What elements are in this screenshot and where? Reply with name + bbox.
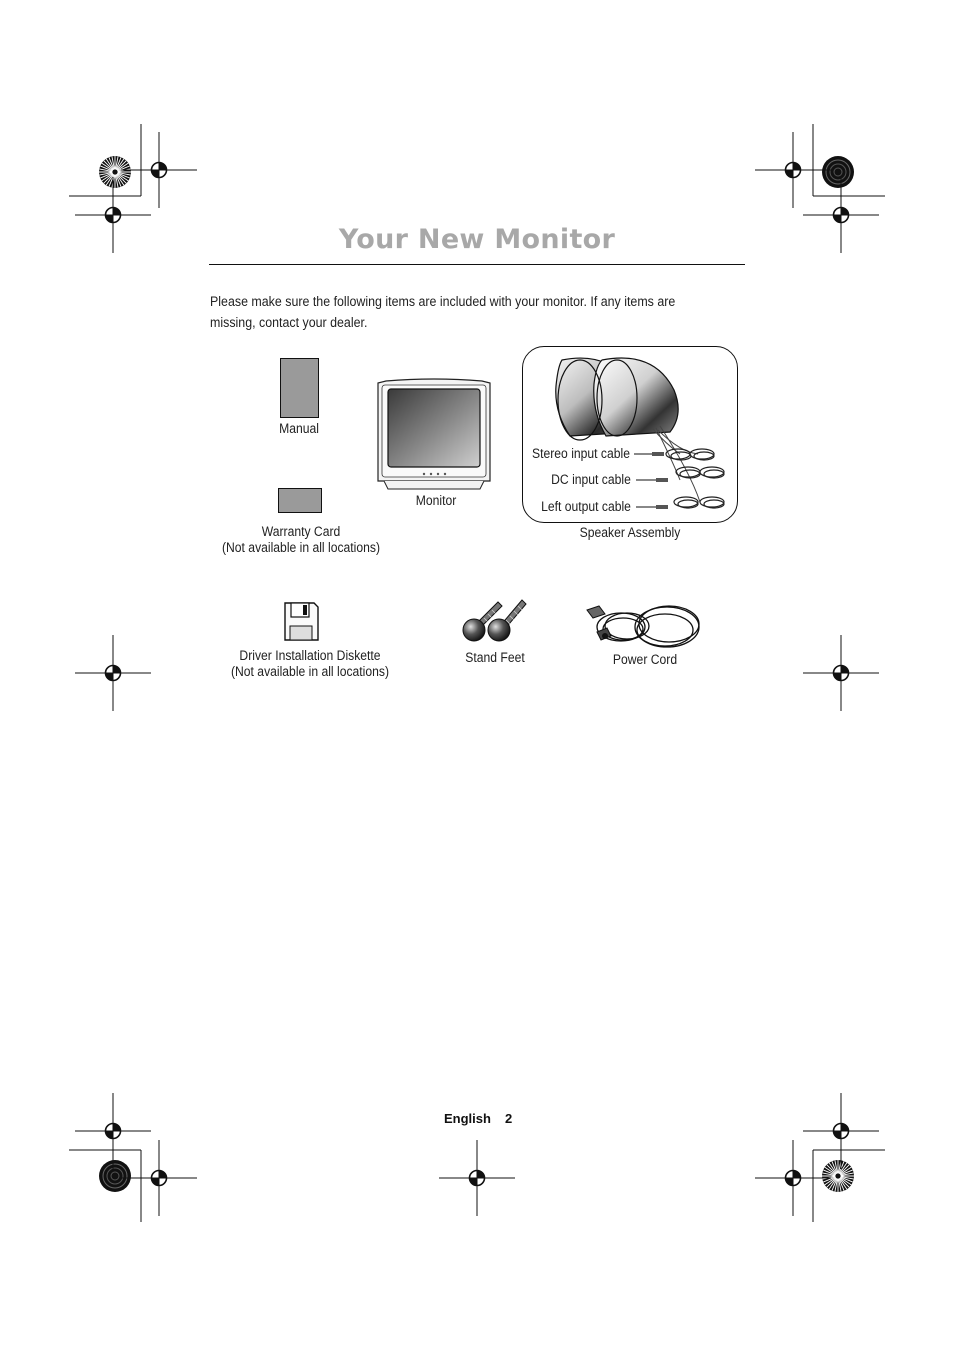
speaker-assembly-label: Speaker Assembly <box>579 525 681 540</box>
driver-diskette-label: Driver Installation Diskette <box>239 648 381 663</box>
intro-paragraph: Please make sure the following items are included with your monitor. If any items are missing, contact your dealer. <box>210 294 676 330</box>
power-cord-illustration <box>583 602 707 652</box>
monitor-illustration <box>374 377 494 492</box>
stand-feet-illustration <box>460 596 530 642</box>
page-footer <box>444 1111 512 1126</box>
manual-label: Manual <box>279 421 319 436</box>
page-title: Your New Monitor <box>338 224 616 255</box>
footer-language: English <box>444 1111 491 1126</box>
title-rule <box>209 264 745 265</box>
warranty-card-label: Warranty Card <box>261 524 341 539</box>
monitor-label: Monitor <box>415 493 457 508</box>
diskette-availability-note: (Not available in all locations) <box>230 664 390 679</box>
manual-illustration <box>280 358 319 418</box>
diskette-illustration <box>284 602 319 641</box>
stereo-input-cable-label: Stereo input cable <box>532 446 630 461</box>
stand-feet-label: Stand Feet <box>465 650 525 665</box>
page-number: 2 <box>504 1111 513 1126</box>
speaker-assembly-illustration <box>540 352 735 522</box>
warranty-availability-note: (Not available in all locations) <box>221 540 381 555</box>
dc-input-cable-label: DC input cable <box>551 472 631 487</box>
warranty-card-illustration <box>278 488 322 513</box>
power-cord-label: Power Cord <box>612 652 678 667</box>
left-output-cable-label: Left output cable <box>541 499 631 514</box>
